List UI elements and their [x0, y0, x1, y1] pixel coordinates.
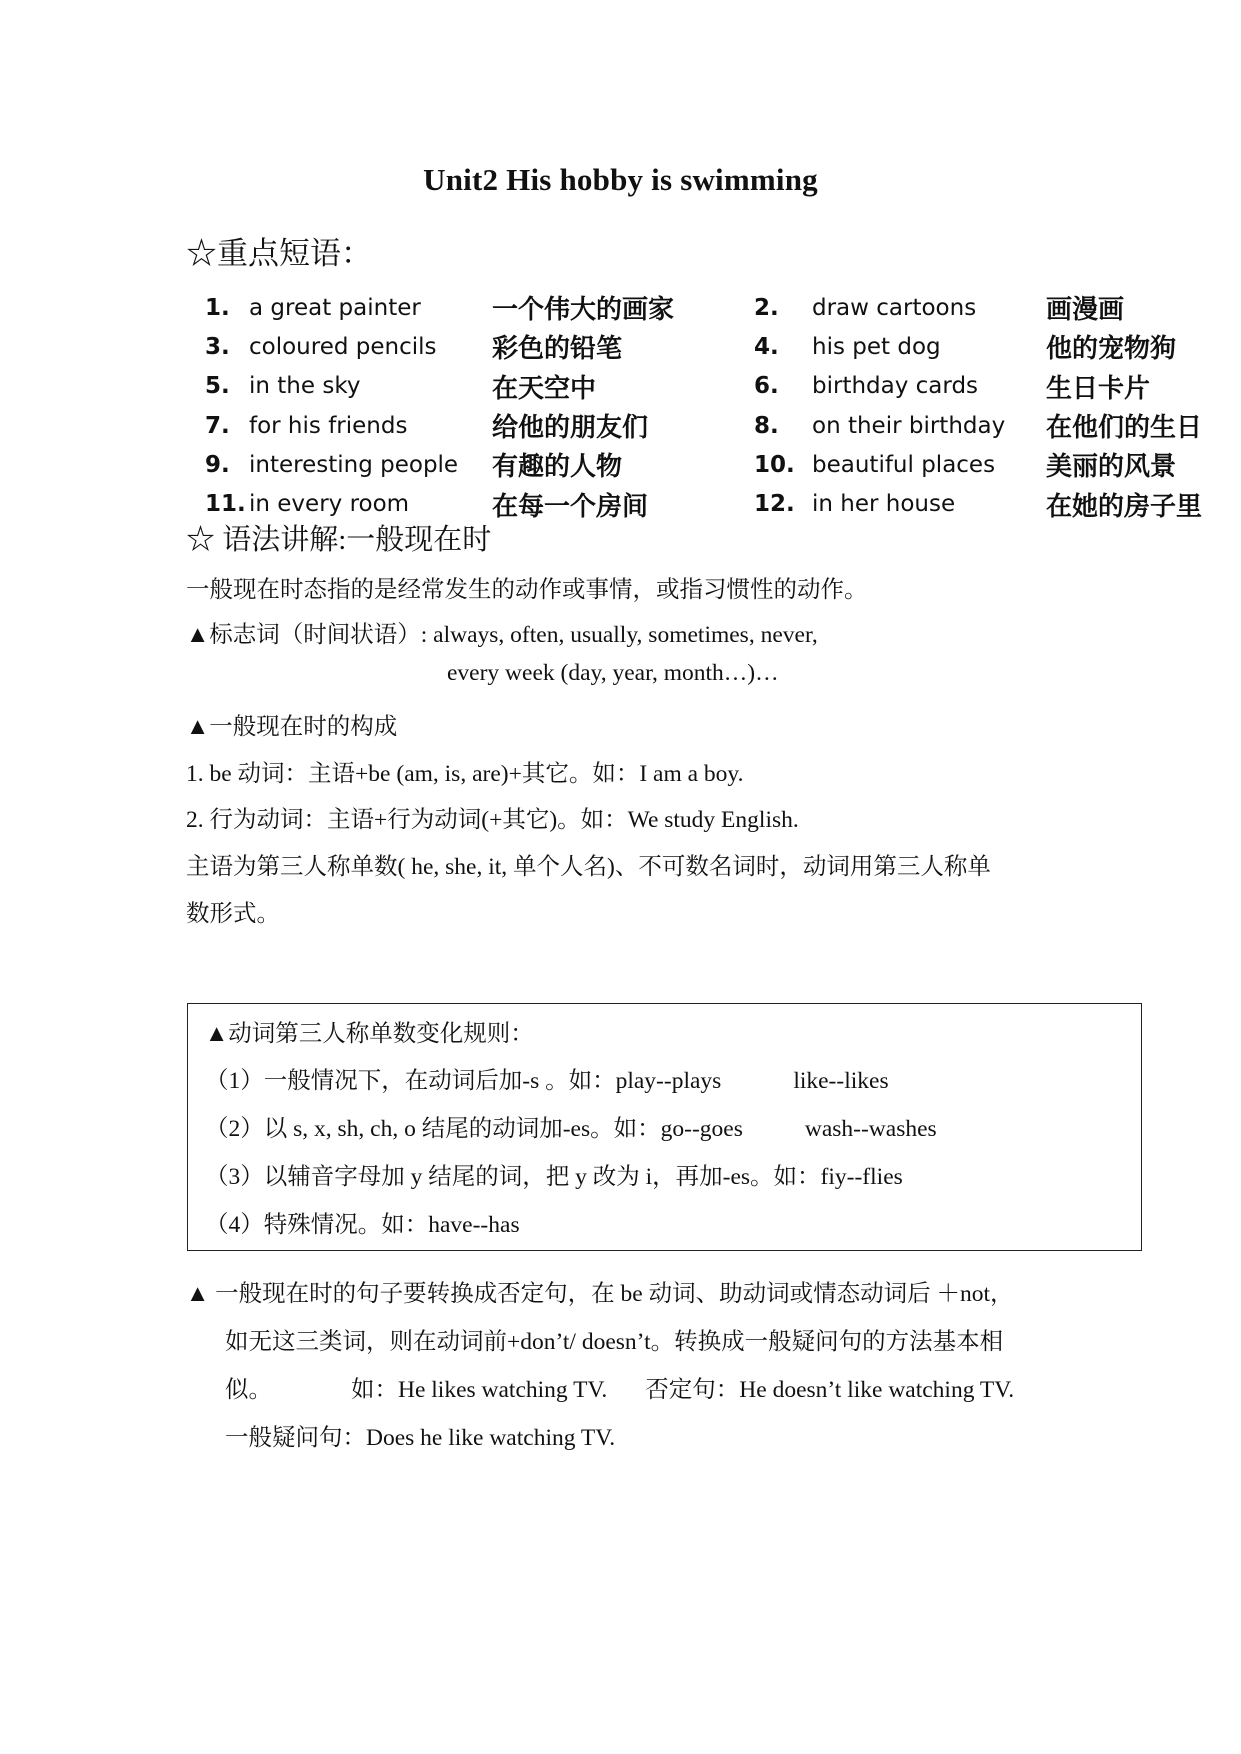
phrase-row	[205, 445, 1205, 484]
phrase-row	[205, 327, 1205, 366]
phrase-english: his pet dog	[812, 333, 941, 360]
phrase-number: 2.	[754, 294, 779, 321]
phrase-chinese: 在他们的生日	[1046, 413, 1203, 444]
phrase-english: in her house	[812, 491, 956, 518]
phrase-chinese: 一个伟大的画家	[492, 295, 675, 326]
phrase-number: 9.	[205, 451, 230, 478]
time-markers-text: ▲标志词（时间状语）: always, often, usually, sometimes, never,	[186, 622, 818, 648]
rule-4: （4）特殊情况。如：have--has	[205, 1212, 520, 1238]
phrase-chinese: 在她的房子里	[1046, 491, 1203, 522]
be-verb-rule: 1. be 动词：主语+be (am, is, are)+其它。如：I am a boy.	[186, 761, 744, 787]
negation-text-1: ▲ 一般现在时的句子要转换成否定句，在 be 动词、助动词或情态动词后 ＋not，	[186, 1281, 1014, 1307]
phrase-number: 12.	[754, 491, 795, 518]
phrase-row	[205, 288, 1205, 327]
phrase-english: for his friends	[249, 412, 408, 439]
example-sentence: 如：He likes watching TV.	[351, 1377, 608, 1403]
time-markers-text-cont: every week (day, year, month…)…	[447, 660, 779, 686]
phrase-english: in every room	[249, 491, 410, 518]
rule-1	[205, 1061, 889, 1095]
section-grammar-heading: ☆ 语法讲解:一般现在时	[186, 524, 492, 556]
phrase-chinese: 在天空中	[492, 373, 597, 404]
phrase-row	[205, 367, 1205, 406]
action-verb-rule: 2. 行为动词：主语+行为动词(+其它)。如：We study English.	[186, 807, 799, 833]
phrase-english: on their birthday	[812, 412, 1006, 439]
section-key-phrases-heading: ☆重点短语：	[186, 236, 372, 271]
phrase-number: 8.	[754, 412, 779, 439]
phrase-table	[205, 288, 1205, 524]
rule-2	[205, 1109, 937, 1143]
phrase-english: coloured pencils	[249, 333, 437, 360]
rule-1-text: （1）一般情况下，在动词后加-s 。如：play--plays	[205, 1068, 722, 1094]
phrase-chinese: 有趣的人物	[492, 452, 623, 483]
phrase-english: interesting people	[249, 451, 459, 478]
negative-sentence: 否定句：He doesn’t like watching TV.	[645, 1377, 1015, 1403]
phrase-english: birthday cards	[812, 373, 979, 400]
phrase-chinese: 他的宠物狗	[1046, 334, 1177, 365]
question-sentence: 一般疑问句：Does he like watching TV.	[225, 1425, 616, 1451]
phrase-number: 6.	[754, 373, 779, 400]
structure-heading: ▲一般现在时的构成	[186, 714, 398, 740]
negation-text-3	[225, 1370, 1014, 1404]
page-title: Unit2 His hobby is swimming	[423, 162, 818, 197]
negation-text-2: 如无这三类词，则在动词前+don’t/ doesn’t。转换成一般疑问句的方法基本相	[225, 1329, 1004, 1355]
rule-3: （3）以辅音字母加 y 结尾的词，把 y 改为 i，再加-es。如：fiy--flies	[205, 1164, 903, 1190]
rule-2-text: （2）以 s, x, sh, ch, o 结尾的动词加-es。如：go--goes	[205, 1116, 743, 1142]
phrase-english: in the sky	[249, 373, 361, 400]
rules-heading: ▲动词第三人称单数变化规则：	[205, 1021, 534, 1047]
phrase-chinese: 美丽的风景	[1046, 452, 1177, 483]
phrase-row	[205, 406, 1205, 445]
phrase-chinese: 给他的朋友们	[492, 413, 649, 444]
phrase-number: 4.	[754, 333, 779, 360]
phrase-chinese: 彩色的铅笔	[492, 334, 623, 365]
phrase-number: 10.	[754, 451, 795, 478]
rule-1-example: like--likes	[793, 1068, 889, 1094]
phrase-chinese: 生日卡片	[1046, 373, 1151, 404]
rule-2-example: wash--washes	[804, 1116, 937, 1142]
phrase-english: draw cartoons	[812, 294, 977, 321]
phrase-chinese: 在每一个房间	[492, 491, 649, 522]
definition-text: 一般现在时态指的是经常发生的动作或事情，或指习惯性的动作。	[186, 577, 868, 603]
phrase-chinese: 画漫画	[1046, 295, 1125, 326]
phrase-number: 11.	[205, 491, 246, 518]
third-person-text: 主语为第三人称单数( he, she, it, 单个人名)、不可数名词时，动词用第三人称单	[186, 854, 991, 880]
third-person-rules-box	[187, 1003, 1142, 1251]
phrase-number: 7.	[205, 412, 230, 439]
phrase-english: beautiful places	[812, 451, 996, 478]
phrase-number: 5.	[205, 373, 230, 400]
phrase-number: 1.	[205, 294, 230, 321]
third-person-text-cont: 数形式。	[186, 901, 280, 927]
negation-text-3a: 似。	[225, 1377, 272, 1403]
phrase-number: 3.	[205, 333, 230, 360]
phrase-english: a great painter	[249, 294, 421, 321]
